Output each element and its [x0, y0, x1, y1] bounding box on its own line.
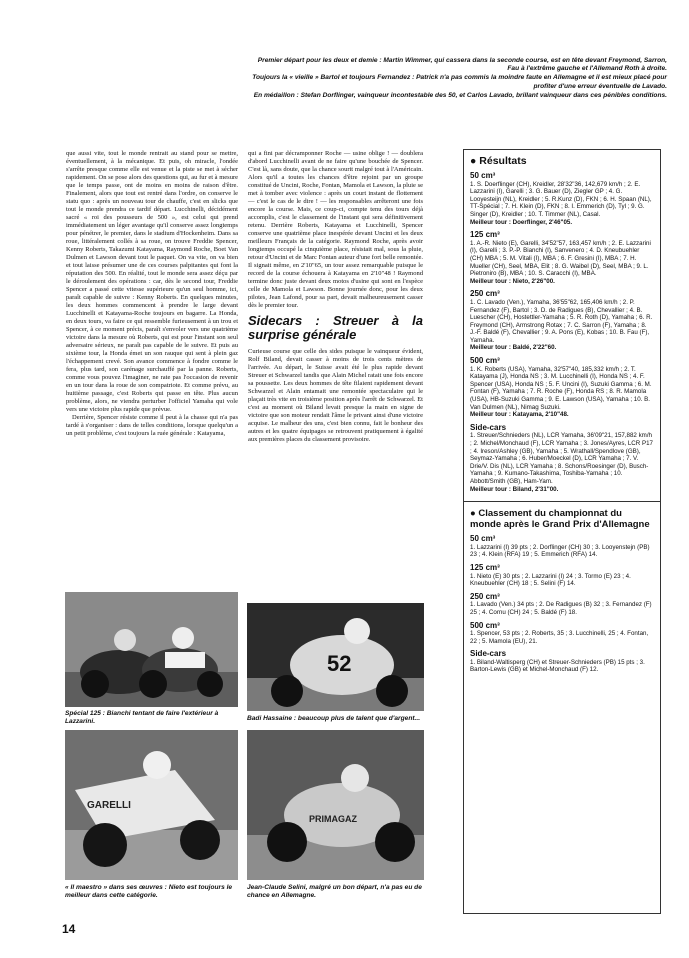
- standings-class-heading: 500 cm³: [470, 620, 500, 630]
- standings-title: Classement du championnat du monde après le Grand Prix d'Allemagne: [470, 508, 650, 531]
- results-sidebar: [463, 149, 661, 914]
- standings-class-heading: 125 cm³: [470, 562, 500, 572]
- standings-text: 1. Biland-Waltisperg (CH) et Streuer-Schnieders (PB) 15 pts ; 3. Barton-Lewis (GB) et Michel-Monchaud (F) 12.: [470, 658, 645, 674]
- best-lap: Meilleur tour : Nieto, 2'26"00.: [470, 277, 555, 285]
- standings-heading: ● Classement du championnat du monde après le Grand Prix d'Allemagne: [470, 508, 650, 531]
- paragraph: Curieuse course que celle des sides puisque le vainqueur évident, Rolf Biland, devait casser à moins de trois cents mètres de l'arrivée. Au départ, le Suisse avait été le plus rapide devant Streuer et Schwarzel tandis que Alain Michel ratait une fois encore sa poussette. Les deux hommes de tête filaient rapidement devant Schwarzel et Alain entamait une remontée spectaculaire qui le plaçait très vite en troisième position après l'arrêt de Schwarzel. Et c'est au moment où Biland levait presque la main en signe de victoire que son moteur rendait l'âme le privant ainsi d'une victoire acquise. Le malheur des uns, c'est bien connu, fait le bonheur des autres et les quatre équipages se retrouvent pratiquement à égalité aux premières places du classement provisoire.: [248, 348, 423, 443]
- results-title: Résultats: [479, 155, 527, 167]
- best-lap: Meilleur tour : Katayama, 2'10"48.: [470, 411, 569, 419]
- results-heading: ● Résultats: [470, 155, 527, 167]
- photo-badi-hassaine: [247, 603, 424, 711]
- standings-text: 1. Lazzarini (I) 39 pts ; 2. Dorflinger (CH) 30 ; 3. Looyenstejn (PB) 23 ; 4. Klein (RFA) 19 ; 5. Emmerich (RFA) 14.: [470, 543, 650, 559]
- paragraph: que aussi vite, tout le monde rentrait au stand pour se mettre, éventuellement, à la mécanique. Et puis, oh miracle, l'ondée s'arrête presque comme elle est venue et la piste se met à sécher rapidement. On se pose alors des questions qui, au fur et à mesure que le temps passe, ont de moins en moins de raison d'être. Finalement, alors que tout est rentré dans l'ordre, on conserve le statu quo : après un nouveau tour de chauffe, c'est en slicks que tout le monde prendra ce tardif départ. Lucchinelli, décidément sacré « roi des pousseurs de 500 », est celui qui prend immédiatement un léger avantage qu'il conserve assez longtemps pour pénétrer, le premier, dans le stadium d'Hockenheim. Dans sa roue, littéralement collés à sa roue, on trouve Freddie Spencer, Kenny Roberts, Takazumi Katayama, Raymond Roche, Boet Van Dulmen et Lawson devant tout le paquet. On va vite, on va bien et tout laisse présumer une de ces courses palpitantes qui font la réputation des 500. En réalité, tout le monde sera assez déçu par le déroulement des opérations : car, dès le second tour, Freddie Spencer a passé cette vitesse supérieure qu'un seul homme, ici, paraît capable de suivre : Kenny Roberts. En quelques minutes, les deux hommes commencent à prendre le large devant Lucchinelli et Katayama-Roche toujours en bagarre. La Honda, en deux tours, va faire ce qui ressemble furieusement à un trou et Spencer, à ce moment précis, paraît s'envoler vers une quatrième victoire dans la mesure où Roberts, qui est pour l'instant son seul adversaire sérieux, ne paraît pas capable de le suivre. Et puis au sixième tour, la Honda émet un son rauque qui sent à plein gaz l'échappement crevé. Son avance commence à fondre comme le fera, plus tard, son carénage surchauffé par la panne. Roberts, comme vous pouvez l'imaginer, ne rate pas l'occasion de revenir en un tour dans la roue de son compatriote. Et comme prévu, au huitième passage, c'est Roberts qui passe en tête. Plus aucun problème, alors, ne viendra perturber l'officiel Yamaha qui vole vers une victoire plus rapide que prévue.: [66, 150, 238, 413]
- photo-caption: Spécial 125 : Bianchi tentant de faire l'extérieur à Lazzarini.: [65, 710, 219, 725]
- results-text: 1. Streuer/Schnieders (NL), LCR Yamaha, 36'09"21, 157,882 km/h ; 2. Michel/Monchaud (F), LCR Yamaha ; 3. Jones/Ayres, LCR P17 ; 4. Ireson/Ashley (GB), Yamaha ; 5. Wrathall/Spendlove (GB), Seymaz-Yamaha ; 6. Huber/Moeckel (D), LCR Yamaha ; 7. V. Drie/V. Dis (NL), LCR Yamaha ; 8. Schons/Roesinger (D), Busch-Yamaha ; 9. Kumano-Takashima, Toshiba-Yamaha ; 10. Abbott/Smith (GB), Ham-Yam.: [470, 432, 653, 485]
- standings-class-heading: 50 cm³: [470, 534, 496, 544]
- standings-text: 1. Spencer, 53 pts ; 2. Roberts, 35 ; 3. Lucchinelli, 25 ; 4. Fontan, 22 ; 5. Mamola (EU), 21.: [470, 630, 649, 645]
- paragraph: qui a fini par décramponner Roche — usine oblige ! — doublera d'abord Lucchinelli avant de ne faire qu'une bouchée de Spencer. C'est là, sans doute, que la chance sourit malgré tout à l'Américain. Alors qu'il a toutes les chances d'être rejoint par un groupe constitué de Uncini, Roche, Fontan, Mamola et Lawson, la pluie se met à tomber avec violence : après un court instant de flottement — c'est le cas de le dire ! — les responsables arrêteront une fois encore la course. Mais, ce coup-ci, compte tenu des tours déjà accomplis, c'est le classement de l'instant qui sera définitivement retenu. Derrière Roberts, Katayama et Lucchinelli, Spencer conserve une quatrième place inespérée devant Uncini et les deux meilleurs Français de la catégorie. Raymond Roche, après avoir longtemps occupé la cinquième place, résistait mal, sous la pluie, retour d'Uncini et de Marc Fontan auteur d'une fort belle remontée. Il signait même, en 2'10"65, un tour assez remarquable puisque le record de la course échouera à Katayama en 2'10"48 ! Raymond termine donc juste devant deux motos d'usine qui sont en l'espèce celle de Mamola et Lawson. Bonne journée donc, pour les deux pilotes, Jean Lafond, pour sa part, devait malheureusement casser dès le premier tour.: [248, 150, 423, 309]
- standings-class-heading: Side-cars: [470, 649, 507, 659]
- divider: [464, 501, 660, 502]
- best-lap: Meilleur tour : Baldé, 2'22"60.: [470, 344, 557, 352]
- results-text: 1. K. Roberts (USA), Yamaha, 32'57"40, 185,332 km/h ; 2. T. Katayama (J), Honda NS ; 3. M. Lucchinelli (I), Honda NS ; 4. F. Spencer (USA), Honda NS ; 5. F. Uncini (I), Suzuki Gamma ; 6. M. Fontan (F), Yamaha ; 7. R. Roche (F), Honda RS ; 8. R. Mamola (USA), HB-Suzuki Gamma ; 9. E. Lawson (USA), Yamaha ; 10. B. Van Dulmen (NL), Nimag Suzuki.: [470, 365, 652, 411]
- results-class-heading: 250 cm³: [470, 289, 500, 299]
- standings-class-heading: 250 cm³: [470, 591, 500, 601]
- standings-text: 1. Lavado (Ven.) 34 pts ; 2. De Radigues (B) 32 ; 3. Fernandez (F) 25 ; 4. Cornu (CH) 24 ; 5. Baldé (F) 18.: [470, 601, 652, 616]
- page-number: 14: [62, 922, 76, 936]
- article-column-2: [248, 150, 423, 444]
- photo-selini: [247, 730, 424, 880]
- article-column-1: [66, 150, 238, 438]
- best-lap: Meilleur tour : Biland, 2'31"00.: [470, 485, 559, 493]
- fairing-sponsor-text: PRIMAGAZ: [309, 814, 357, 824]
- photo-caption: « Il maestro » dans ses œuvres : Nieto est toujours le meilleur dans cette catégorie.: [65, 884, 233, 899]
- photo-caption: Jean-Claude Selini, malgré un bon départ, n'a pas eu de chance en Allemagne.: [247, 884, 422, 899]
- paragraph: Derrière, Spencer résiste comme il peut à la chasse qui n'a pas tardé à s'organiser : dans de telles conditions, lorsque quelqu'un a un petit problème, c'est toujours la ruée générale : Katayama,: [66, 414, 238, 437]
- photo-nieto: [65, 730, 238, 880]
- caption-line-2: Toujours la « vieille » Bartol et toujours Fernandez : Patrick n'a pas commis la moindre faute en Allemagne et il est mieux placé pour profiter d'une erreur éventuelle de Lavado.: [252, 74, 667, 90]
- photo-bianchi-lazzarini: [65, 592, 238, 707]
- caption-line-3: En médaillon : Stefan Dorflinger, vainqueur incontestable des 50, et Carlos Lavado, brillant vainqueur dans ces pénibles conditions.: [253, 91, 667, 99]
- race-number: 52: [327, 651, 352, 676]
- caption-line-1: Premier départ pour les deux et demie : Martin Wimmer, qui cassera dans la seconde course, est en tête devant Freymond, Sarron, Fau à l'extrême gauche et l'Allemand Roth à droite.: [257, 57, 667, 73]
- section-heading-sidecars: Sidecars : Streuer à la surprise générale: [248, 313, 423, 342]
- results-class-heading: 50 cm³: [470, 171, 496, 180]
- results-class-heading: Side-cars: [470, 422, 507, 432]
- top-photo-caption: [247, 57, 667, 101]
- results-class-heading: 125 cm³: [470, 230, 500, 240]
- fairing-sponsor-text: GARELLI: [87, 800, 131, 811]
- results-class-heading: 500 cm³: [470, 356, 500, 366]
- photo-caption: Badi Hassaine : beaucoup plus de talent que d'argent...: [247, 715, 421, 722]
- standings-text: 1. Nieto (E) 30 pts ; 2. Lazzarini (I) 24 ; 3. Tormo (E) 23 ; 4. Kneubuehler (CH) 18 ; 5. Selini (F) 14.: [470, 572, 631, 588]
- results-text: 1. A.-R. Nieto (E), Garelli, 34'52"57, 163,457 km/h ; 2. E. Lazzarini (I), Garelli ; 3. P.-P. Bianchi (I), Sanvenero ; 4. D. Kneubuehler (CH) MBA ; 5. M. Vitali (I), MBA ; 6. F. Gresini (I), MBA ; 7. H. Mueller (CH), Seel, MBA, Elit ; 8. G. Waibel (D), Seel, MBA ; 9. L. Pietroniro (B), MBA ; 10. S. Caracchi (I), MBA.: [470, 239, 651, 278]
- results-text: 1. C. Lavado (Ven.), Yamaha, 36'55"62, 165,406 km/h ; 2. P. Fernandez (F), Bartol ; 3. D. de Radigues (B), Chevallier ; 4. B. Luescher (CH), Hostettler-Yamaha ; 5. R. Roth (D), Yamaha ; 6. R. Freymond (CH), Armstrong Rotax ; 7. C. Sarron (F), Yamaha ; 8. J.-F. Baldé (F), Chevallier ; 9. A. Pons (E), Kobas ; 10. B. Fau (F), Yamaha.: [470, 298, 653, 344]
- results-text: 1. S. Doerflinger (CH), Kreidler, 28'32"36, 142,679 km/h ; 2. E. Lazzarini (I), Garelli ; 3. G. Bauer (D), Ziegler GP ; 4. G. Looyesteijn (NL), Kreidler ; 5. R.Kunz (D), FKN ; 6. H. Spaan (NL), TT-Spécial ; 7. H. Klein (D), FKN ; 8. I. Emmerich (D), Tyl ; 9. G. Singer (D), Kreidler ; 10. T. Timmer (NL), Casal.: [470, 180, 652, 218]
- best-lap: Meilleur tour : Doerflinger, 2'46"05.: [470, 218, 573, 226]
